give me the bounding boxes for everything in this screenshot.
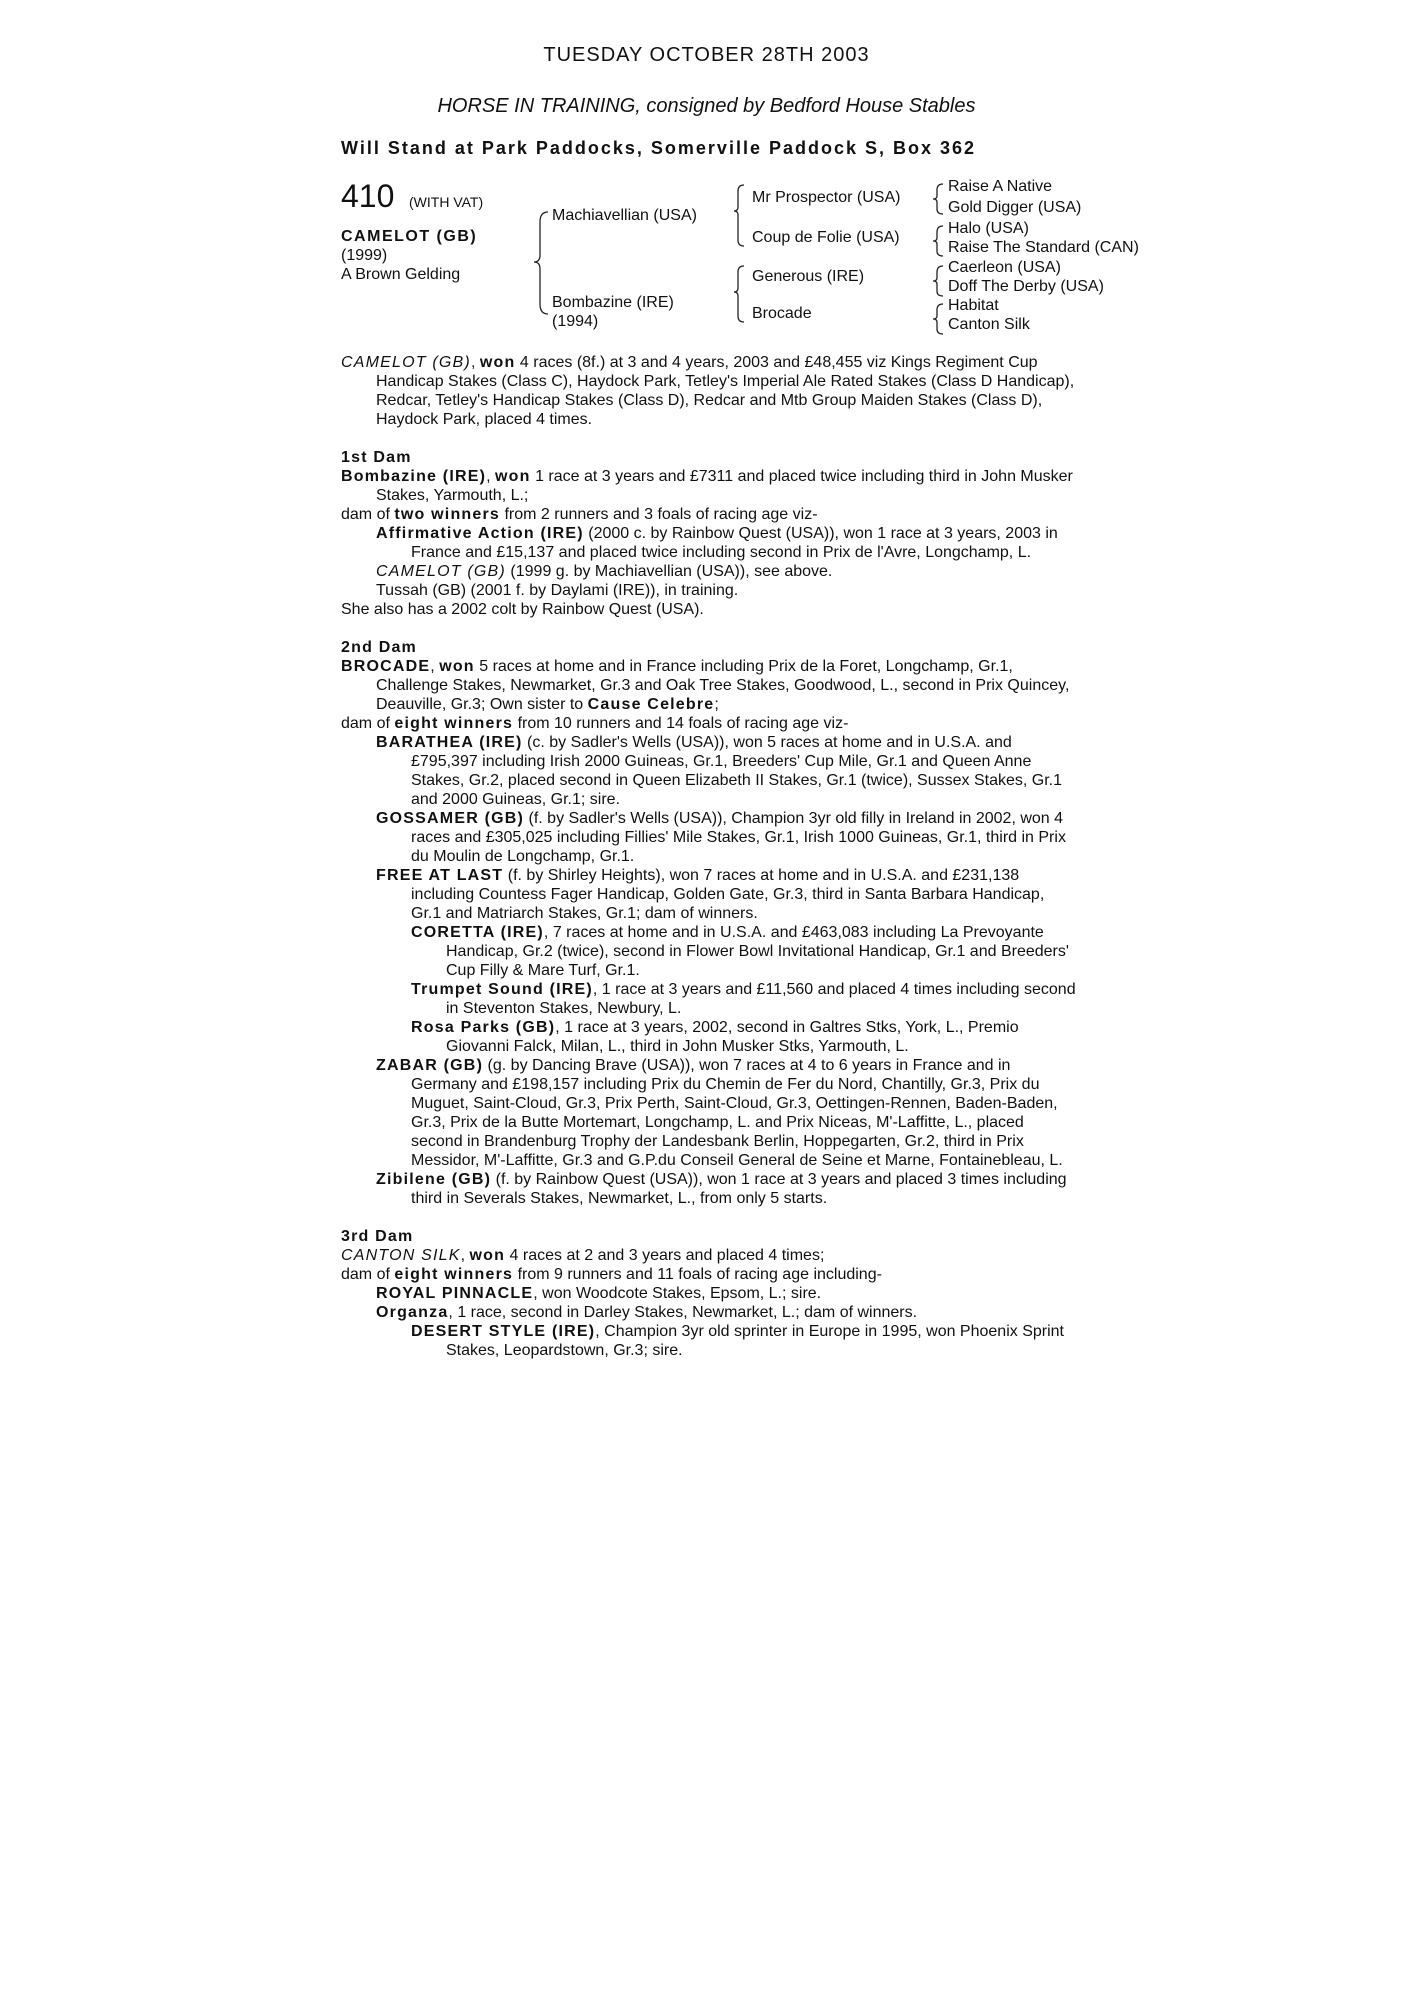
pedigree-sire-sire: Mr Prospector (USA) xyxy=(752,189,901,206)
second-dam-produce-item: GOSSAMER (GB) (f. by Sadler's Wells (USA)), Champion 3yr old filly in Ireland in 2002, won 4 races and £305,025 including Fillies' Mile Stakes, Gr.1, Irish 1000 Guineas, Gr.1, third in Prix du Moulin de Longchamp, Gr.1. xyxy=(376,810,1066,865)
first-dam-record: Bombazine (IRE), won 1 race at 3 years and £7311 and placed twice including third in John Musker Stakes, Yarmouth, L.; xyxy=(341,468,1073,504)
stand-location: Will Stand at Park Paddocks, Somerville Paddock S, Box 362 xyxy=(341,138,977,158)
pedigree-gen3-1: Raise A Native xyxy=(948,178,1053,195)
first-dam-heading: 1st Dam xyxy=(341,449,412,466)
first-dam-produce-item: CAMELOT (GB) (1999 g. by Machiavellian (USA)), see above. xyxy=(376,563,833,580)
second-dam-heading: 2nd Dam xyxy=(341,639,417,656)
horse-name: CAMELOT (GB) xyxy=(341,228,478,245)
second-dam-produce-item: FREE AT LAST (f. by Shirley Heights), won 7 races at home and in U.S.A. and £231,138 including Countess Fager Handicap, Golden Gate, Gr.3, third in Santa Barbara Handicap, Gr.1 and Matriarch Stakes, Gr.1; dam of winners. xyxy=(376,867,1045,922)
horse-record: CAMELOT (GB), won 4 races (8f.) at 3 and 4 years, 2003 and £48,455 viz Kings Regiment Cup Handicap Stakes (Class C), Haydock Park, Tetley's Imperial Ale Rated Stakes (Class D Handicap), Redcar, Tetley's Handicap Stakes (Class D), Redcar and Mtb Group Maiden Stakes (Class D), Haydock Park, placed 4 times. xyxy=(341,354,1075,428)
pedigree-dam-year: (1994) xyxy=(552,313,599,330)
third-gen-produce-item: Rosa Parks (GB), 1 race at 3 years, 2002, second in Galtres Stks, York, L., Premio Giovanni Falck, Milan, L., third in John Musker Stks, Yarmouth, L. xyxy=(411,1019,1019,1055)
first-dam-also: She also has a 2002 colt by Rainbow Quest (USA). xyxy=(341,601,704,618)
first-dam-produce-summary: dam of two winners from 2 runners and 3 foals of racing age viz- xyxy=(341,506,818,523)
pedigree-gen3-6: Doff The Derby (USA) xyxy=(948,278,1104,295)
sale-date: TUESDAY OCTOBER 28TH 2003 xyxy=(543,44,870,66)
first-dam-produce-item: Tussah (GB) (2001 f. by Daylami (IRE)), in training. xyxy=(376,582,739,599)
second-dam-produce-item: BARATHEA (IRE) (c. by Sadler's Wells (USA)), won 5 races at home and in U.S.A. and £795,397 including Irish 2000 Guineas, Gr.1, Breeders' Cup Mile, Gr.1 and Queen Anne Stakes, Gr.2, placed second in Queen Elizabeth II Stakes, Gr.1 (twice), Sussex Stakes, Gr.1 and 2000 Guineas, Gr.1; sire. xyxy=(376,734,1062,808)
horse-year: (1999) xyxy=(341,247,388,264)
pedigree-brackets xyxy=(0,0,1413,340)
third-gen-produce-item: CORETTA (IRE), 7 races at home and in U.S.A. and £463,083 including La Prevoyante Handicap, Gr.2 (twice), second in Flower Bowl Invitational Handicap, Gr.1 and Breeders' Cup Filly & Mare Turf, Gr.1. xyxy=(411,924,1069,979)
horse-record-name: CAMELOT (GB) xyxy=(341,354,471,371)
third-dam-record: CANTON SILK, won 4 races at 2 and 3 years and placed 4 times; xyxy=(341,1247,825,1264)
second-dam-record: BROCADE, won 5 races at home and in France including Prix de la Foret, Longchamp, Gr.1, Challenge Stakes, Newmarket, Gr.3 and Oak Tree Stakes, Goodwood, L., second in Prix Quincey, Deauville, Gr.3; Own sister to Cause Celebre; xyxy=(341,658,1070,713)
pedigree-gen3-4: Raise The Standard (CAN) xyxy=(948,239,1139,256)
consignment-line: HORSE IN TRAINING, consigned by Bedford House Stables xyxy=(437,95,976,117)
pedigree-sire: Machiavellian (USA) xyxy=(552,207,697,224)
catalogue-body xyxy=(341,353,1076,1360)
third-dam-heading: 3rd Dam xyxy=(341,1228,414,1245)
second-dam-produce-item: Zibilene (GB) (f. by Rainbow Quest (USA)), won 1 race at 3 years and placed 3 times including third in Severals Stakes, Newmarket, L., from only 5 starts. xyxy=(376,1171,1067,1207)
pedigree-dam-sire: Generous (IRE) xyxy=(752,268,865,285)
first-dam-produce-item: Affirmative Action (IRE) (2000 c. by Rainbow Quest (USA)), won 1 race at 3 years, 2003 in France and £15,137 and placed twice including second in Prix de l'Avre, Longchamp, L. xyxy=(376,525,1058,561)
pedigree-gen3-7: Habitat xyxy=(948,297,999,314)
pedigree-sire-dam: Coup de Folie (USA) xyxy=(752,229,900,246)
third-dam-produce-item: ROYAL PINNACLE, won Woodcote Stakes, Epsom, L.; sire. xyxy=(376,1285,822,1302)
lot-number: 410 xyxy=(341,178,395,214)
second-dam-produce-item: ZABAR (GB) (g. by Dancing Brave (USA)), won 7 races at 4 to 6 years in France and in Germany and £198,157 including Prix du Chemin de Fer du Nord, Chantilly, Gr.3, Prix du Muguet, Saint-Cloud, Gr.3, Prix Perth, Saint-Cloud, Gr.3, Oettingen-Rennen, Baden-Baden, Gr.3, Prix de la Butte Mortemart, Longchamp, L. and Prix Niceas, M'-Laffitte, L., placed second in Brandenburg Trophy der Landesbank Berlin, Hoppegarten, Gr.2, third in Prix Messidor, M'-Laffitte, Gr.3 and G.P.du Conseil General de Seine et Marne, Fontainebleau, L. xyxy=(376,1057,1063,1169)
horse-description: A Brown Gelding xyxy=(341,266,461,283)
pedigree-dam-dam: Brocade xyxy=(752,305,812,322)
second-dam-produce-summary: dam of eight winners from 10 runners and 14 foals of racing age viz- xyxy=(341,715,849,732)
third-gen-produce-item: Trumpet Sound (IRE), 1 race at 3 years and £11,560 and placed 4 times including second in Steventon Stakes, Newbury, L. xyxy=(411,981,1076,1017)
pedigree-gen3-2: Gold Digger (USA) xyxy=(948,199,1082,216)
lot-vat-note: (WITH VAT) xyxy=(409,194,484,210)
third-dam-produce-item: Organza, 1 race, second in Darley Stakes, Newmarket, L.; dam of winners. xyxy=(376,1304,918,1321)
third-dam-produce-item: DESERT STYLE (IRE), Champion 3yr old sprinter in Europe in 1995, won Phoenix Sprint Stakes, Leopardstown, Gr.3; sire. xyxy=(411,1323,1064,1359)
third-dam-produce-summary: dam of eight winners from 9 runners and 11 foals of racing age including- xyxy=(341,1266,882,1283)
pedigree-gen3-5: Caerleon (USA) xyxy=(948,259,1061,276)
pedigree-dam: Bombazine (IRE) xyxy=(552,294,674,311)
pedigree-gen3-3: Halo (USA) xyxy=(948,220,1029,237)
pedigree-gen3-8: Canton Silk xyxy=(948,316,1030,333)
